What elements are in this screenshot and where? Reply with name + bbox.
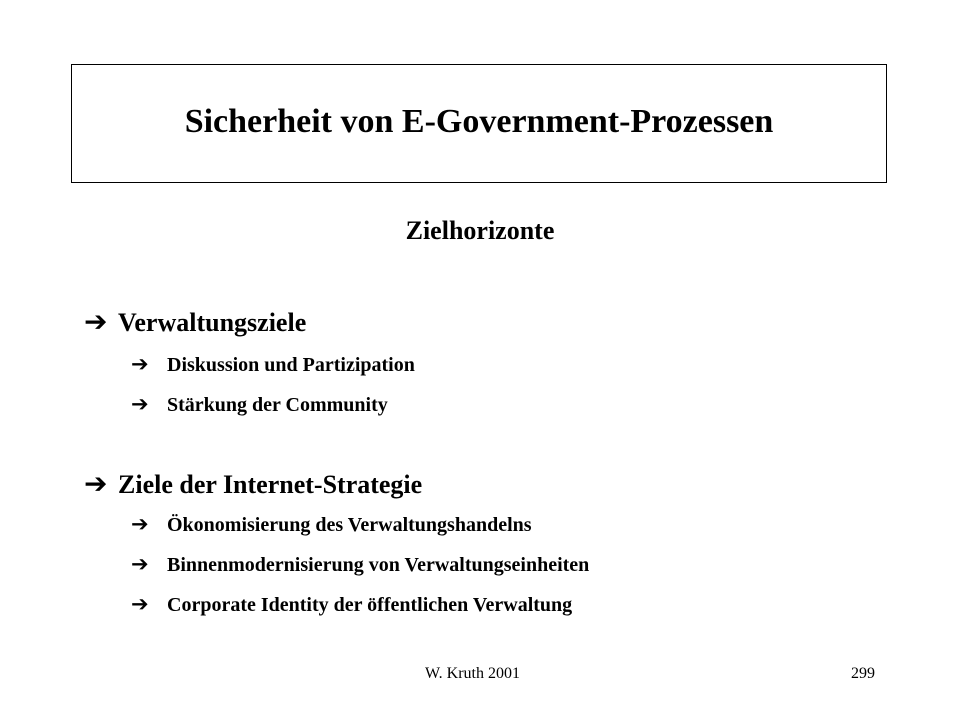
- slide-title: Sicherheit von E-Government-Prozessen: [184, 102, 774, 140]
- title-box: [71, 64, 887, 183]
- list-item: [131, 594, 572, 617]
- list-item-label: Stärkung der Community: [167, 394, 388, 416]
- section-heading-label: Verwaltungsziele: [118, 308, 307, 337]
- arrow-right-icon: ➔: [84, 305, 108, 338]
- list-item-label: Corporate Identity der öffentlichen Verwaltung: [167, 594, 573, 616]
- section-heading-verwaltungsziele: [84, 305, 307, 338]
- list-item-label: Ökonomisierung des Verwaltungshandelns: [167, 514, 532, 536]
- list-item-label: Binnenmodernisierung von Verwaltungseinheiten: [167, 554, 590, 576]
- section-heading-internet-strategie: [84, 467, 423, 500]
- arrow-right-icon: ➔: [131, 352, 149, 376]
- page-number: 299: [851, 665, 875, 682]
- arrow-right-icon: ➔: [131, 512, 149, 536]
- slide-subtitle: Zielhorizonte: [405, 216, 555, 245]
- list-item-label: Diskussion und Partizipation: [167, 354, 415, 376]
- list-item: [131, 354, 415, 377]
- arrow-right-icon: ➔: [131, 392, 149, 416]
- footer-author: W. Kruth 2001: [425, 665, 520, 682]
- list-item: [131, 394, 388, 417]
- arrow-right-icon: ➔: [131, 552, 149, 576]
- arrow-right-icon: ➔: [131, 592, 149, 616]
- arrow-right-icon: ➔: [84, 467, 108, 500]
- list-item: [131, 554, 589, 577]
- section-heading-label: Ziele der Internet-Strategie: [118, 470, 423, 499]
- list-item: [131, 514, 532, 537]
